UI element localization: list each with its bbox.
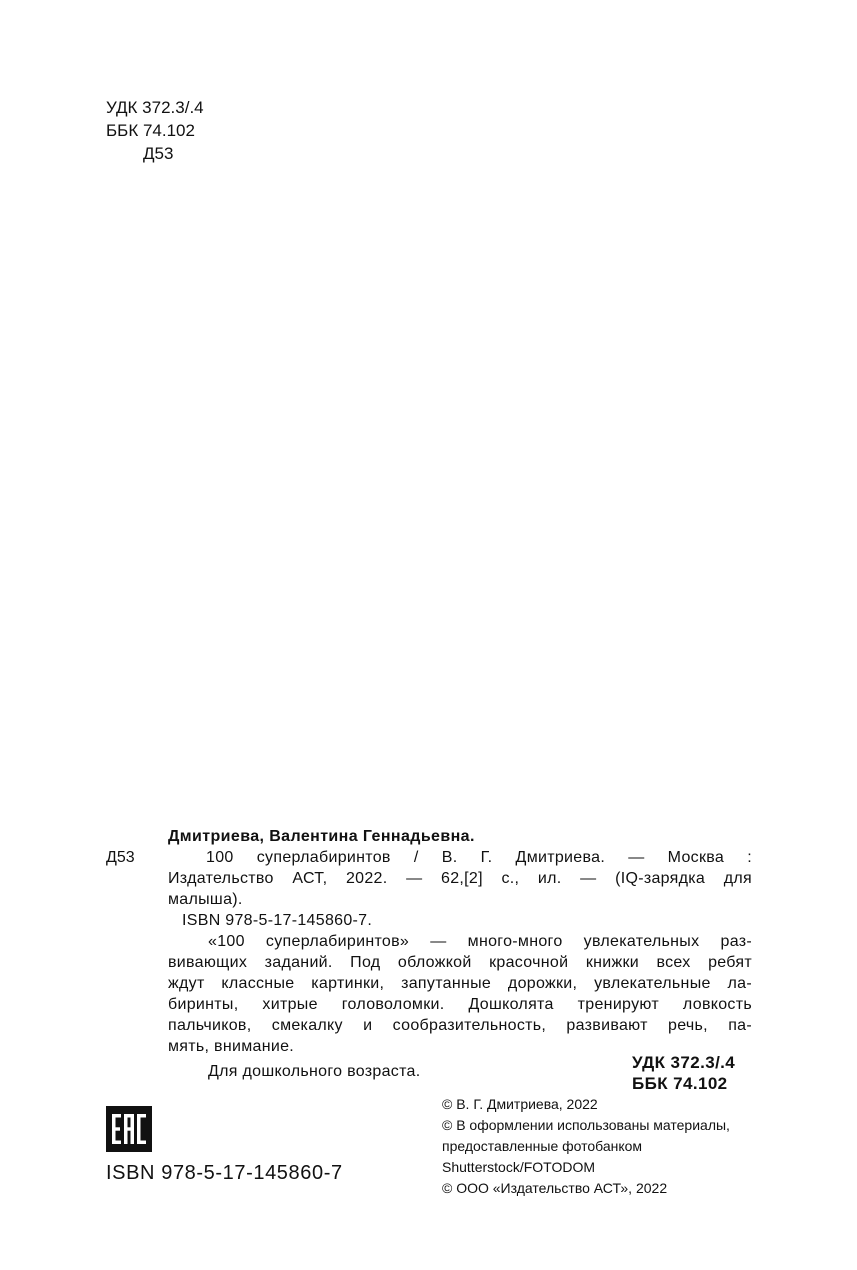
title-continuation bbox=[168, 868, 752, 910]
annotation-line: вивающих заданий. Под обложкой красочной книжки всех ребят bbox=[168, 954, 752, 971]
entry-code: Д53 bbox=[106, 849, 135, 866]
copyright-line: © В. Г. Дмитриева, 2022 bbox=[442, 1096, 598, 1112]
footer-udk-code: УДК 372.3/.4 bbox=[632, 1053, 736, 1072]
catalog-entry bbox=[106, 826, 752, 1082]
annotation-line: пальчиков, смекалку и сообразительность, развивают речь, па- bbox=[168, 1017, 752, 1034]
isbn-footer: ISBN 978-5-17-145860-7 bbox=[106, 1162, 343, 1184]
title-line-3: малыша). bbox=[168, 891, 243, 908]
annotation bbox=[168, 931, 752, 1057]
copyright-line: предоставленные фотобанком bbox=[442, 1138, 643, 1154]
copyright-line: © В оформлении использованы материалы, bbox=[442, 1117, 730, 1133]
title-line-1: 100 суперлабиринтов / В. Г. Дмитриева. — Москва : bbox=[206, 849, 752, 866]
copyright-block bbox=[442, 1094, 730, 1199]
annotation-line: мять, внимание. bbox=[168, 1038, 295, 1055]
annotation-line: биринты, хитрые головоломки. Дошколята тренируют ловкость bbox=[168, 996, 752, 1013]
footer-bbk-code: ББК 74.102 bbox=[632, 1074, 728, 1093]
title-line-2: Издательство АСТ, 2022. — 62,[2] с., ил. — (IQ-зарядка для bbox=[168, 870, 752, 887]
author-mark: Д53 bbox=[143, 144, 174, 163]
entry-isbn: ISBN 978-5-17-145860-7. bbox=[182, 912, 373, 929]
bbk-code: ББК 74.102 bbox=[106, 121, 195, 140]
udk-code: УДК 372.3/.4 bbox=[106, 98, 204, 117]
annotation-line: «100 суперлабиринтов» — много-много увлекательных раз- bbox=[208, 933, 752, 950]
eac-conformity-mark-icon bbox=[106, 1106, 152, 1152]
copyright-line: © ООО «Издательство АСТ», 2022 bbox=[442, 1180, 668, 1196]
audience-note: Для дошкольного возраста. bbox=[208, 1063, 421, 1080]
footer-classification-codes bbox=[632, 1052, 735, 1094]
copyright-line: Shutterstock/FOTODOM bbox=[442, 1159, 595, 1175]
annotation-line: ждут классные картинки, запутанные дорожки, увлекательные ла- bbox=[168, 975, 752, 992]
header-classification-codes bbox=[106, 96, 204, 165]
author-name: Дмитриева, Валентина Геннадьевна. bbox=[168, 828, 475, 845]
title-row bbox=[106, 847, 752, 868]
